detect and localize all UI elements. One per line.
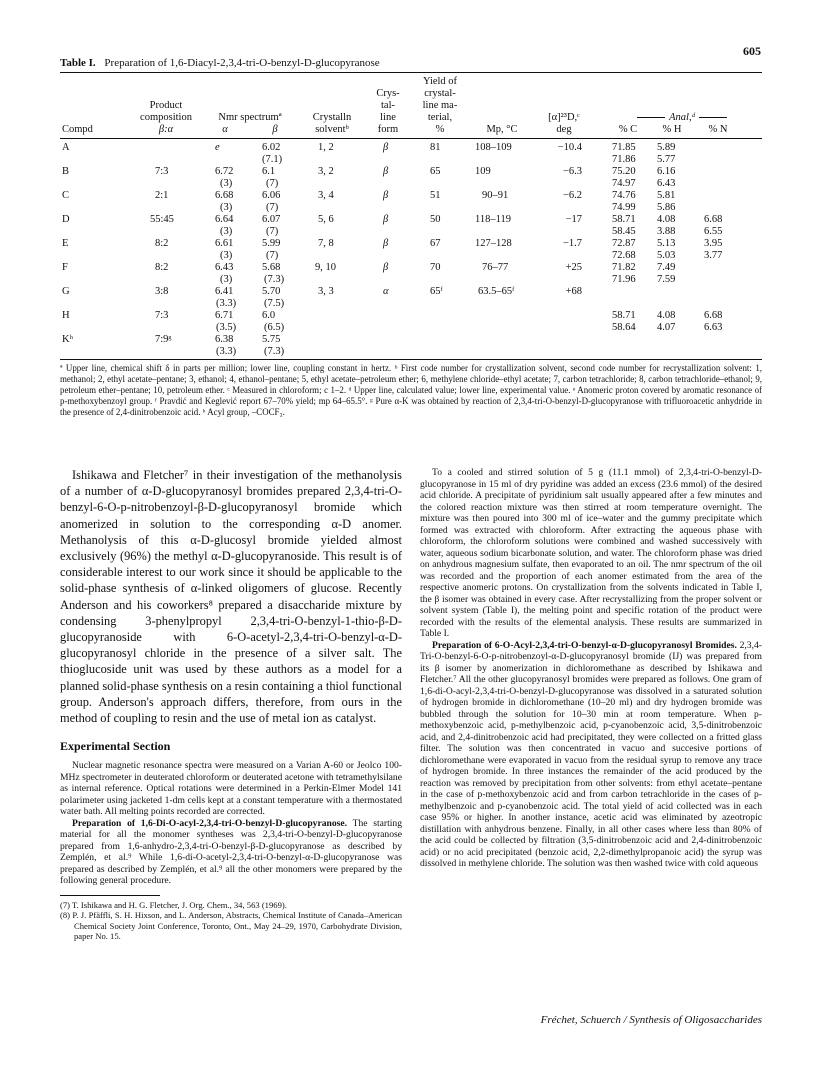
row-g-nmr-alpha: 6.41 bbox=[215, 286, 234, 297]
row-a-h-found: 5.77 bbox=[657, 154, 676, 165]
header-rotation-2: deg bbox=[556, 124, 572, 135]
row-d-rotation: −17 bbox=[565, 214, 582, 225]
row-f-c-found: 71.96 bbox=[612, 274, 636, 285]
row-h-nmr-alpha: 6.71 bbox=[215, 310, 234, 321]
row-f-nmr-beta: 5.68 bbox=[262, 262, 281, 273]
header-crystline-2: tal- bbox=[381, 100, 395, 111]
references-rule bbox=[60, 895, 160, 896]
row-e-h-calc: 5.13 bbox=[657, 238, 676, 249]
row-d-yield: 50 bbox=[430, 214, 441, 225]
bromide-subheading: Preparation of 6-O-Acyl-2,3,4-tri-O-benzyl-α-D-glucopyranosyl Bromides. bbox=[432, 639, 737, 651]
row-e-composition: 8:2 bbox=[155, 238, 169, 249]
experimental-paragraph-2 bbox=[60, 818, 402, 887]
row-e-nmr-alpha-j: (3) bbox=[220, 250, 233, 261]
row-d-n-calc: 6.68 bbox=[704, 214, 723, 225]
row-f-c-calc: 71.82 bbox=[612, 262, 636, 273]
reference-7: (7) T. Ishikawa and H. G. Fletcher, J. Org. Chem., 34, 563 (1969). bbox=[60, 899, 287, 910]
row-c-nmr-alpha-j: (3) bbox=[220, 202, 233, 213]
row-g-solvent: 3, 3 bbox=[318, 286, 334, 297]
header-yield-1: Yield of bbox=[422, 76, 458, 87]
table-caption-text: Preparation of 1,6-Diacyl-2,3,4-tri-O-benzyl-D-glucopyranose bbox=[104, 57, 380, 69]
row-c-yield: 51 bbox=[430, 190, 441, 201]
bromide-paragraph-text: 2,3,4-Tri-O-benzyl-6-O-p-nitrobenzoyl-α-D-glucopyranosyl bromide (IJ) was prepared from its β isomer by anomerization in dichloromethane as described by Ishikawa and Fletcher.⁷ All the other glucopyranosyl bromides were prepared as follows. One gram of 1,6-di-O-acyl-2,3,4-tri-O-benzyl-D-glucopyranose was dissolved in a saturated solution of hydrogen bromide in dichloromethane (10–20 ml) and dry hydrogen bromide was bubbled through the solution for 10–30 min at room temperature. When p-methoxybenzoic acid, p-methylbenzoic acid, p-cyanobenzoic acid, 3,5-dinitrobenzoic acid, and 2,4-dinitrobenzoic acid had precipitated, they were collected on a fritted glass filter. The solution was then concentrated in vacuo and succesive portions of dichloromethane were evaporated in vacuo from the residual syrup to remove any trace of hydrogen bromide. In three instances the remainder of the acid produced by the reaction was removed by precipitation from other solvents: from ethyl acetate–pentane in the case of p-methoxybenzoic acid and from carbon tetrachloride in the cases of p-methylbenzoic and p-cyanobenzoic acid. The total yield of acid collected was in each case 95% or higher. In another instance, acetic acid was eliminated by azeotropic distillation with anhydrous benzene. Finally, in all other cases where less than 80% of the acid could be collected by filtration (3,5-dinitrobenzoic acid and 2,4-dinitrobenzoic acid) or no acid precipitated (benzoic acid, 2,2-dimethylpropanoic acid) the syrup was dissolved in methylene chloride. The solution was then washed twice with cold aqueous bbox=[420, 639, 762, 869]
row-c-nmr-beta-j: (7) bbox=[266, 202, 279, 213]
row-e-form: β bbox=[383, 238, 389, 249]
row-d-c-calc: 58.71 bbox=[612, 214, 636, 225]
row-f-h-found: 7.59 bbox=[657, 274, 676, 285]
row-h-h-found: 4.07 bbox=[657, 322, 676, 333]
row-a-form: β bbox=[383, 142, 389, 153]
row-f-nmr-alpha-j: (3) bbox=[220, 274, 233, 285]
row-d-compd: D bbox=[62, 214, 70, 225]
row-c-h-calc: 5.81 bbox=[657, 190, 676, 201]
header-solvent-1: Crystalln bbox=[312, 112, 352, 123]
row-e-yield: 67 bbox=[430, 238, 441, 249]
experimental-heading: Experimental Section bbox=[60, 739, 171, 754]
row-a-c-found: 71.86 bbox=[612, 154, 636, 165]
row-c-h-found: 5.86 bbox=[657, 202, 676, 213]
row-b-nmr-alpha-j: (3) bbox=[220, 178, 233, 189]
header-yield-2: crystal- bbox=[424, 88, 456, 99]
row-d-nmr-alpha: 6.64 bbox=[215, 214, 234, 225]
header-crystline-3: line bbox=[380, 112, 396, 123]
header-yield-3: line ma- bbox=[422, 100, 458, 111]
header-mp: Mp, °C bbox=[486, 124, 518, 135]
row-a-mp: 108–109 bbox=[475, 142, 512, 153]
row-g-nmr-beta: 5.70 bbox=[262, 286, 281, 297]
row-a-solvent: 1, 2 bbox=[318, 142, 334, 153]
row-g-nmr-alpha-j: (3.3) bbox=[216, 298, 237, 309]
row-e-c-calc: 72.87 bbox=[612, 238, 636, 249]
row-e-mp: 127–128 bbox=[475, 238, 512, 249]
row-e-rotation: −1.7 bbox=[562, 238, 582, 249]
row-e-solvent: 7, 8 bbox=[318, 238, 334, 249]
row-b-h-calc: 6.16 bbox=[657, 166, 676, 177]
procedure-paragraph: To a cooled and stirred solution of 5 g (11.1 mmol) of 2,3,4-tri-O-benzyl-D-glucopyranose in 15 ml of dry pyridine was added an excess (23.6 mmol) of the desired acid chloride. A precipitate of pyridinium salt usually appeared after a few minutes and the colored reaction mixture was then stirred at room temperature overnight. The mixture was then poured into 300 ml of ice–water and the gummy precipitate which formed was extracted with chloroform. After extracting the aqueous phase with chloroform, the chloroform solutions were combined and washed successively with water, aqueous sodium bicarbonate solution, and water. The chloroform phase was dried on anhydrous magnesium sulfate, then evaporated to an oil. The nmr spectrum of the oil was recorded and the proportion of each anomer estimated from the area of the respective anomeric protons. On crystallization from the solvents indicated in Table I, the β isomer was obtained in every case. After recrystallizing from the proper solvent or solvent system (Table I), the melting point and specific rotation of the product were recorded with the results of the elemental analysis. These results are summarized in Table I. bbox=[420, 467, 762, 639]
row-c-nmr-alpha: 6.68 bbox=[215, 190, 234, 201]
header-nmr-alpha: α bbox=[222, 124, 228, 135]
row-f-nmr-beta-j: (7.3) bbox=[264, 274, 285, 285]
row-f-yield: 70 bbox=[430, 262, 441, 273]
row-h-nmr-beta-j: (6.5) bbox=[264, 322, 285, 333]
header-product-3: β:α bbox=[158, 124, 174, 135]
row-h-compd: H bbox=[62, 310, 70, 321]
bromide-paragraph bbox=[420, 640, 762, 870]
row-c-nmr-beta: 6.06 bbox=[262, 190, 281, 201]
header-solvent-2: solventᵇ bbox=[315, 124, 349, 135]
row-h-nmr-beta: 6.0 bbox=[262, 310, 276, 321]
row-b-h-found: 6.43 bbox=[657, 178, 676, 189]
row-h-nmr-alpha-j: (3.5) bbox=[216, 322, 237, 333]
row-e-c-found: 72.68 bbox=[612, 250, 636, 261]
row-f-solvent: 9, 10 bbox=[315, 262, 336, 273]
row-f-compd: F bbox=[62, 262, 68, 273]
row-d-nmr-beta: 6.07 bbox=[262, 214, 281, 225]
right-column bbox=[420, 467, 762, 870]
row-d-form: β bbox=[383, 214, 389, 225]
row-c-c-calc: 74.76 bbox=[612, 190, 636, 201]
table-bottom-rule bbox=[60, 359, 762, 360]
table-caption bbox=[60, 57, 380, 69]
row-b-rotation: −6.3 bbox=[562, 166, 582, 177]
header-compd: Compd bbox=[62, 124, 93, 135]
table-header-rule bbox=[60, 138, 762, 139]
row-b-composition: 7:3 bbox=[155, 166, 169, 177]
row-a-rotation: −10.4 bbox=[557, 142, 582, 153]
row-a-compd: A bbox=[62, 142, 70, 153]
row-h-c-found: 58.64 bbox=[612, 322, 636, 333]
row-e-nmr-beta-j: (7) bbox=[266, 250, 279, 261]
row-g-compd: G bbox=[62, 286, 70, 297]
row-c-form: β bbox=[383, 190, 389, 201]
header-yield-4: terial, bbox=[427, 112, 453, 123]
row-c-composition: 2:1 bbox=[155, 190, 169, 201]
row-a-h-calc: 5.89 bbox=[657, 142, 676, 153]
row-d-c-found: 58.45 bbox=[612, 226, 636, 237]
row-g-composition: 3:8 bbox=[155, 286, 169, 297]
row-g-mp: 63.5–65ᶠ bbox=[478, 286, 515, 297]
header-crystline-1: Crys- bbox=[376, 88, 400, 99]
table-caption-label: Table I. bbox=[60, 57, 96, 69]
row-c-rotation: −6.2 bbox=[562, 190, 582, 201]
header-nmr: Nmr spectrumª bbox=[218, 112, 282, 123]
row-a-nmr-beta-j: (7.1) bbox=[262, 154, 283, 165]
row-b-c-calc: 75.20 bbox=[612, 166, 636, 177]
row-k-nmr-beta-j: (7.3) bbox=[264, 346, 285, 357]
header-product-1: Product bbox=[149, 100, 183, 111]
row-d-nmr-beta-j: (7) bbox=[266, 226, 279, 237]
row-e-n-found: 3.77 bbox=[704, 250, 723, 261]
row-k-nmr-alpha: 6.38 bbox=[215, 334, 234, 345]
row-h-h-calc: 4.08 bbox=[657, 310, 676, 321]
row-f-h-calc: 7.49 bbox=[657, 262, 676, 273]
row-e-compd: E bbox=[62, 238, 69, 249]
row-c-mp: 90–91 bbox=[482, 190, 509, 201]
row-g-form: α bbox=[383, 286, 389, 297]
table-footnote-text: ª Upper line, chemical shift δ in parts per million; lower line, coupling constant in hertz. ᵇ First code number for crystallization solvent, second code number for recrystallization solvent: 1, methanol; 2, ethyl acetate–pentane; 3, ethanol; 4, ethanol–pentane; 5, ethyl acetate–petroleum ether; 6, methylene chloride–ethyl acetate; 7, carbon tetrachloride; 8, carbon tetrachloride–ethanol; 9, petroleum ether–pentane; 10, petroleum ether. ᶜ Measured in chloroform; c 1–2. ᵈ Upper line, calculated value; lower line, experimental value. ᵉ Anomeric proton covered by aromatic resonance of p-methoxybenzoyl group. ᶠ Pravdić and Keglević report 67–70% yield; mp 64–65.5°. ᵍ Pure α-K was obtained by reaction of 2,3,4-tri-O-benzyl-D-glucopyranose with trifluoroacetic anhydride in the presence of 2,4-dinitrobenzoic acid. ʰ Acyl group, –COCF₃. bbox=[60, 363, 762, 417]
row-b-compd: B bbox=[62, 166, 70, 177]
row-b-solvent: 3, 2 bbox=[318, 166, 334, 177]
row-g-rotation: +68 bbox=[565, 286, 582, 297]
row-h-n-calc: 6.68 bbox=[704, 310, 723, 321]
row-f-nmr-alpha: 6.43 bbox=[215, 262, 234, 273]
row-a-nmr-alpha: e bbox=[215, 142, 220, 153]
header-product-2: composition bbox=[140, 112, 192, 123]
header-c: % C bbox=[618, 124, 638, 135]
row-d-h-found: 3.88 bbox=[657, 226, 676, 237]
header-crystline-4: form bbox=[377, 124, 399, 135]
row-a-c-calc: 71.85 bbox=[612, 142, 636, 153]
row-h-composition: 7:3 bbox=[155, 310, 169, 321]
row-e-n-calc: 3.95 bbox=[704, 238, 723, 249]
row-g-yield: 65ᶠ bbox=[430, 286, 443, 297]
experimental-paragraph-1: Nuclear magnetic resonance spectra were measured on a Varian A-60 or Jeolco 100-MHz spectrometer in deuterated chloroform or deuterated acetone with tetramethylsilane as internal reference. Optical rotations were determined in a Perkin-Elmer Model 141 polarimeter using jacketed 1-dm cells kept at a constant temperature with a thermostated water bath. All melting points recorded are corrected. bbox=[60, 760, 402, 818]
row-c-compd: C bbox=[62, 190, 70, 201]
row-f-form: β bbox=[383, 262, 389, 273]
row-h-n-found: 6.63 bbox=[704, 322, 723, 333]
row-f-mp: 76–77 bbox=[482, 262, 509, 273]
row-f-composition: 8:2 bbox=[155, 262, 169, 273]
experimental-subheading: Preparation of 1,6-Di-O-acyl-2,3,4-tri-O-benzyl-D-glucopyranose. bbox=[72, 817, 348, 829]
row-h-c-calc: 58.71 bbox=[612, 310, 636, 321]
header-anal bbox=[604, 112, 760, 124]
row-k-nmr-beta: 5.75 bbox=[262, 334, 281, 345]
running-footer: Fréchet, Schuerch / Synthesis of Oligosaccharides bbox=[540, 1014, 762, 1026]
header-n: % N bbox=[708, 124, 728, 135]
row-a-nmr-beta: 6.02 bbox=[262, 142, 281, 153]
row-d-n-found: 6.55 bbox=[704, 226, 723, 237]
row-f-rotation: +25 bbox=[565, 262, 582, 273]
intro-paragraph: Ishikawa and Fletcher⁷ in their investigation of the methanolysis of a number of α-D-glucopyranosyl bromides prepared 2,3,4-tri-O-benzyl-6-O-p-nitrobenzoyl-β-D-glucopyranosyl bromide which anomerized in solution to the corresponding α-D anomer. Methanolysis of this α-D-glucosyl bromide yielded almost exclusively (96%) the methyl α-D-glucopyranoside. This result is of considerable interest to our work since it should be applicable to the solid-phase synthesis of α-linked oligomers of glucose. Recently Anderson and his coworkers⁸ prepared a disaccharide mixture by condensing 3-phenylpropyl 2,3,4-tri-O-benzyl-1-thio-β-D-glucopyranoside with 6-O-acetyl-2,3,4-tri-O-benzyl-α-D-glucopyranosyl chloride in the presence of a silver salt. The thioglucoside unit was used by these authors as a model for a planned solid-phase synthesis on a resin containing a thiol functional group. Anderson's approach differs, therefore, from ours in the method of coupling to resin and the use of metal ion as catalyst. bbox=[60, 468, 402, 726]
row-d-solvent: 5, 6 bbox=[318, 214, 334, 225]
row-e-h-found: 5.03 bbox=[657, 250, 676, 261]
row-b-c-found: 74.97 bbox=[612, 178, 636, 189]
row-c-c-found: 74.99 bbox=[612, 202, 636, 213]
experimental-paragraph-2-text: The starting material for all the monomer syntheses was 2,3,4-tri-O-benzyl-D-glucopyranose prepared from 1,6-anhydro-2,3,4-tri-O-benzyl-β-D-glucopyranose as described by Zemplén, et al.⁹ While 1,6-di-O-acetyl-2,3,4-tri-O-benzyl-α-D-glucopyranose was prepared as described by Zemplén, et al.⁹ all the other monomers were prepared by the following general procedure. bbox=[60, 817, 403, 887]
row-g-nmr-beta-j: (7.5) bbox=[264, 298, 285, 309]
row-b-mp: 109 bbox=[475, 166, 491, 177]
header-h: % H bbox=[662, 124, 682, 135]
row-b-nmr-alpha: 6.72 bbox=[215, 166, 234, 177]
row-k-compd: Kʰ bbox=[62, 334, 73, 345]
row-b-yield: 65 bbox=[430, 166, 441, 177]
row-k-composition: 7:9ᵍ bbox=[155, 334, 172, 345]
header-nmr-beta: β bbox=[272, 124, 278, 135]
row-a-yield: 81 bbox=[430, 142, 441, 153]
row-d-mp: 118–119 bbox=[475, 214, 511, 225]
row-c-solvent: 3, 4 bbox=[318, 190, 334, 201]
header-yield-5: % bbox=[435, 124, 445, 135]
row-b-nmr-beta: 6.1 bbox=[262, 166, 276, 177]
row-k-nmr-alpha-j: (3.3) bbox=[216, 346, 237, 357]
row-d-h-calc: 4.08 bbox=[657, 214, 676, 225]
row-b-form: β bbox=[383, 166, 389, 177]
row-d-nmr-alpha-j: (3) bbox=[220, 226, 233, 237]
row-e-nmr-alpha: 6.61 bbox=[215, 238, 234, 249]
header-rotation-1: [α]²³D,ᶜ bbox=[548, 112, 580, 123]
row-e-nmr-beta: 5.99 bbox=[262, 238, 281, 249]
left-column bbox=[60, 467, 402, 942]
page-number: 605 bbox=[743, 44, 761, 58]
reference-8: (8) P. J. Pfäffli, S. H. Hixson, and L. Anderson, Abstracts, Chemical Institute of Canada–American Chemical Society Joint Conference, Toronto, Ont., May 24–29, 1970, Carbohydrate Division, paper No. 15. bbox=[60, 910, 402, 942]
table-top-rule bbox=[60, 72, 762, 73]
row-d-composition: 55:45 bbox=[150, 214, 174, 225]
row-b-nmr-beta-j: (7) bbox=[266, 178, 279, 189]
header-anal-label: Anal,ᵈ bbox=[669, 112, 695, 123]
table-footnote bbox=[60, 363, 762, 418]
